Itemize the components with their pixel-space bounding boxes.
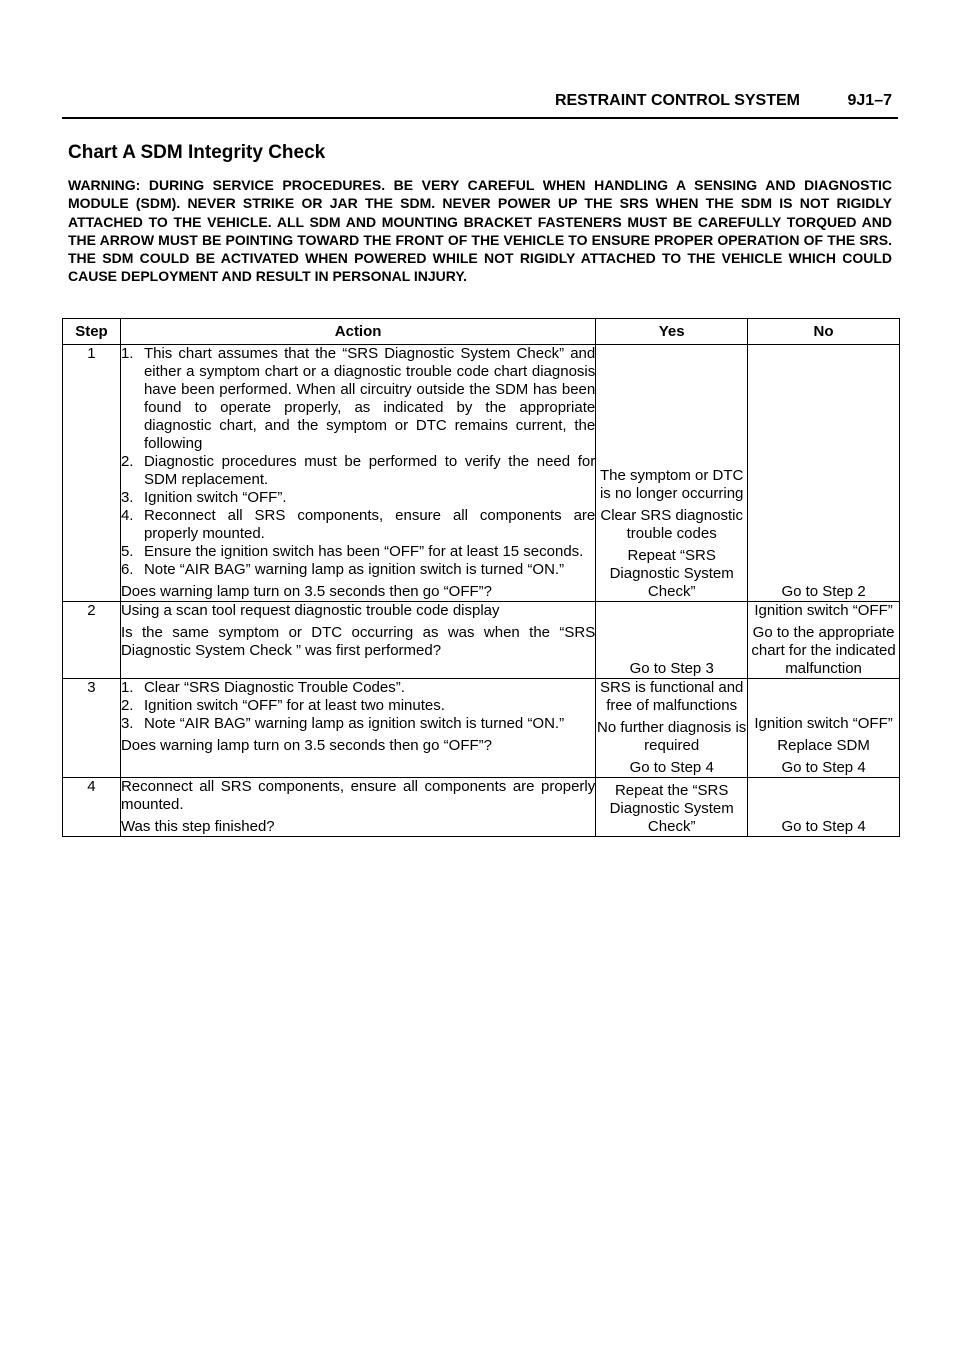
result-text: Go to Step 4 bbox=[781, 759, 866, 776]
result-text: Go to Step 2 bbox=[781, 583, 866, 600]
no-cell bbox=[748, 345, 900, 602]
item-text: This chart assumes that the “SRS Diagnostic System Check” and either a symptom chart or a diagnostic trouble code chart diagnosis have been performed. When all circuitry outside the SDM has been found to operate properly, as indicated by the appropriate diagnostic chart, and the symptom or DTC remains current, the following bbox=[143, 345, 596, 452]
question-text: Is the same symptom or DTC occurring as was when the “SRS Diagnostic System Check ” was first performed? bbox=[120, 624, 596, 659]
list-item bbox=[121, 715, 595, 733]
action-list bbox=[121, 679, 595, 733]
list-item bbox=[121, 697, 595, 715]
item-number: 1. bbox=[120, 345, 134, 362]
action-list bbox=[121, 345, 595, 579]
page-number: 9J1–7 bbox=[847, 92, 892, 109]
result-text: Clear SRS diagnostic trouble codes bbox=[600, 507, 743, 542]
result-text: Go to Step 4 bbox=[781, 818, 866, 835]
item-number: 2. bbox=[120, 453, 134, 470]
item-number: 1. bbox=[120, 679, 134, 696]
no-cell bbox=[748, 778, 900, 837]
item-text: Note “AIR BAG” warning lamp as ignition switch is turned “ON.” bbox=[143, 715, 565, 732]
item-text: Ignition switch “OFF”. bbox=[143, 489, 287, 506]
header-no: No bbox=[748, 319, 900, 345]
yes-cell bbox=[596, 778, 748, 837]
item-text: Ensure the ignition switch has been “OFF” for at least 15 seconds. bbox=[143, 543, 584, 560]
step-number: 4 bbox=[63, 778, 121, 837]
no-cell bbox=[748, 602, 900, 679]
action-cell bbox=[120, 778, 595, 837]
item-text: Note “AIR BAG” warning lamp as ignition switch is turned “ON.” bbox=[143, 561, 565, 578]
item-number: 3. bbox=[120, 489, 134, 506]
warning-text: WARNING: DURING SERVICE PROCEDURES. BE VERY CAREFUL WHEN HANDLING A SENSING AND DIAGNOSTIC MODULE (SDM). NEVER STRIKE OR JAR THE SDM. NEVER POWER UP THE SRS WHEN THE SDM IS NOT RIGIDLY ATTACHED TO THE VEHICLE. ALL SDM AND MOUNTING BRACKET FASTENERS MUST BE CAREFULLY TORQUED AND THE ARROW MUST BE POINTING TOWARD THE FRONT OF THE VEHICLE TO ENSURE PROPER OPERATION OF THE SRS. THE SDM COULD BE ACTIVATED WHEN POWERED WHILE NOT RIGIDLY ATTACHED TO THE VEHICLE WHICH COULD CAUSE DEPLOYMENT AND RESULT IN PERSONAL INJURY. bbox=[68, 177, 892, 285]
chart-title: Chart A SDM Integrity Check bbox=[68, 142, 326, 163]
result-text: Go to the appropriate chart for the indicated malfunction bbox=[751, 624, 896, 677]
step-number: 1 bbox=[63, 345, 121, 602]
header-yes: Yes bbox=[596, 319, 748, 345]
item-number: 4. bbox=[120, 507, 134, 524]
list-item bbox=[121, 679, 595, 697]
action-cell bbox=[120, 602, 595, 679]
diagnostic-table bbox=[62, 318, 900, 837]
result-text: No further diagnosis is required bbox=[597, 719, 747, 754]
step-number: 3 bbox=[63, 679, 121, 778]
result-text: Go to Step 3 bbox=[629, 660, 714, 677]
action-cell bbox=[120, 345, 595, 602]
item-text: Diagnostic procedures must be performed to verify the need for SDM replacement. bbox=[143, 453, 596, 488]
yes-cell bbox=[596, 602, 748, 679]
item-number: 6. bbox=[120, 561, 134, 578]
item-text: Ignition switch “OFF” for at least two minutes. bbox=[143, 697, 445, 714]
list-item bbox=[121, 543, 595, 561]
step-number: 2 bbox=[63, 602, 121, 679]
table-row bbox=[63, 602, 900, 679]
result-text: Go to Step 4 bbox=[629, 759, 714, 776]
result-text: Repeat “SRS Diagnostic System Check” bbox=[609, 547, 734, 600]
table-row bbox=[63, 345, 900, 602]
list-item bbox=[121, 561, 595, 579]
item-number: 5. bbox=[120, 543, 134, 560]
no-cell bbox=[748, 679, 900, 778]
list-item bbox=[121, 345, 595, 453]
question-text: Does warning lamp turn on 3.5 seconds then go “OFF”? bbox=[120, 737, 492, 754]
result-text: Ignition switch “OFF” bbox=[754, 602, 893, 619]
question-text: Was this step finished? bbox=[120, 818, 275, 835]
yes-cell bbox=[596, 345, 748, 602]
action-text: Reconnect all SRS components, ensure all components are properly mounted. bbox=[120, 778, 596, 813]
result-text: Repeat the “SRS Diagnostic System Check” bbox=[609, 782, 734, 835]
table-row bbox=[63, 778, 900, 837]
list-item bbox=[121, 453, 595, 489]
item-text: Reconnect all SRS components, ensure all components are properly mounted. bbox=[143, 507, 596, 542]
result-text: The symptom or DTC is no longer occurring bbox=[599, 467, 744, 502]
result-text: SRS is functional and free of malfunctions bbox=[599, 679, 744, 714]
table-header-row bbox=[63, 319, 900, 345]
section-title: RESTRAINT CONTROL SYSTEM bbox=[554, 92, 800, 109]
page-header bbox=[62, 90, 898, 119]
question-text: Does warning lamp turn on 3.5 seconds then go “OFF”? bbox=[120, 583, 492, 600]
action-cell bbox=[120, 679, 595, 778]
header-action: Action bbox=[120, 319, 595, 345]
list-item bbox=[121, 507, 595, 543]
header-step: Step bbox=[63, 319, 121, 345]
item-number: 3. bbox=[120, 715, 134, 732]
item-text: Clear “SRS Diagnostic Trouble Codes”. bbox=[143, 679, 405, 696]
item-number: 2. bbox=[120, 697, 134, 714]
list-item bbox=[121, 489, 595, 507]
result-text: Ignition switch “OFF” bbox=[754, 715, 893, 732]
result-text: Replace SDM bbox=[777, 737, 870, 754]
table-row bbox=[63, 679, 900, 778]
action-text: Using a scan tool request diagnostic trouble code display bbox=[120, 602, 500, 619]
yes-cell bbox=[596, 679, 748, 778]
